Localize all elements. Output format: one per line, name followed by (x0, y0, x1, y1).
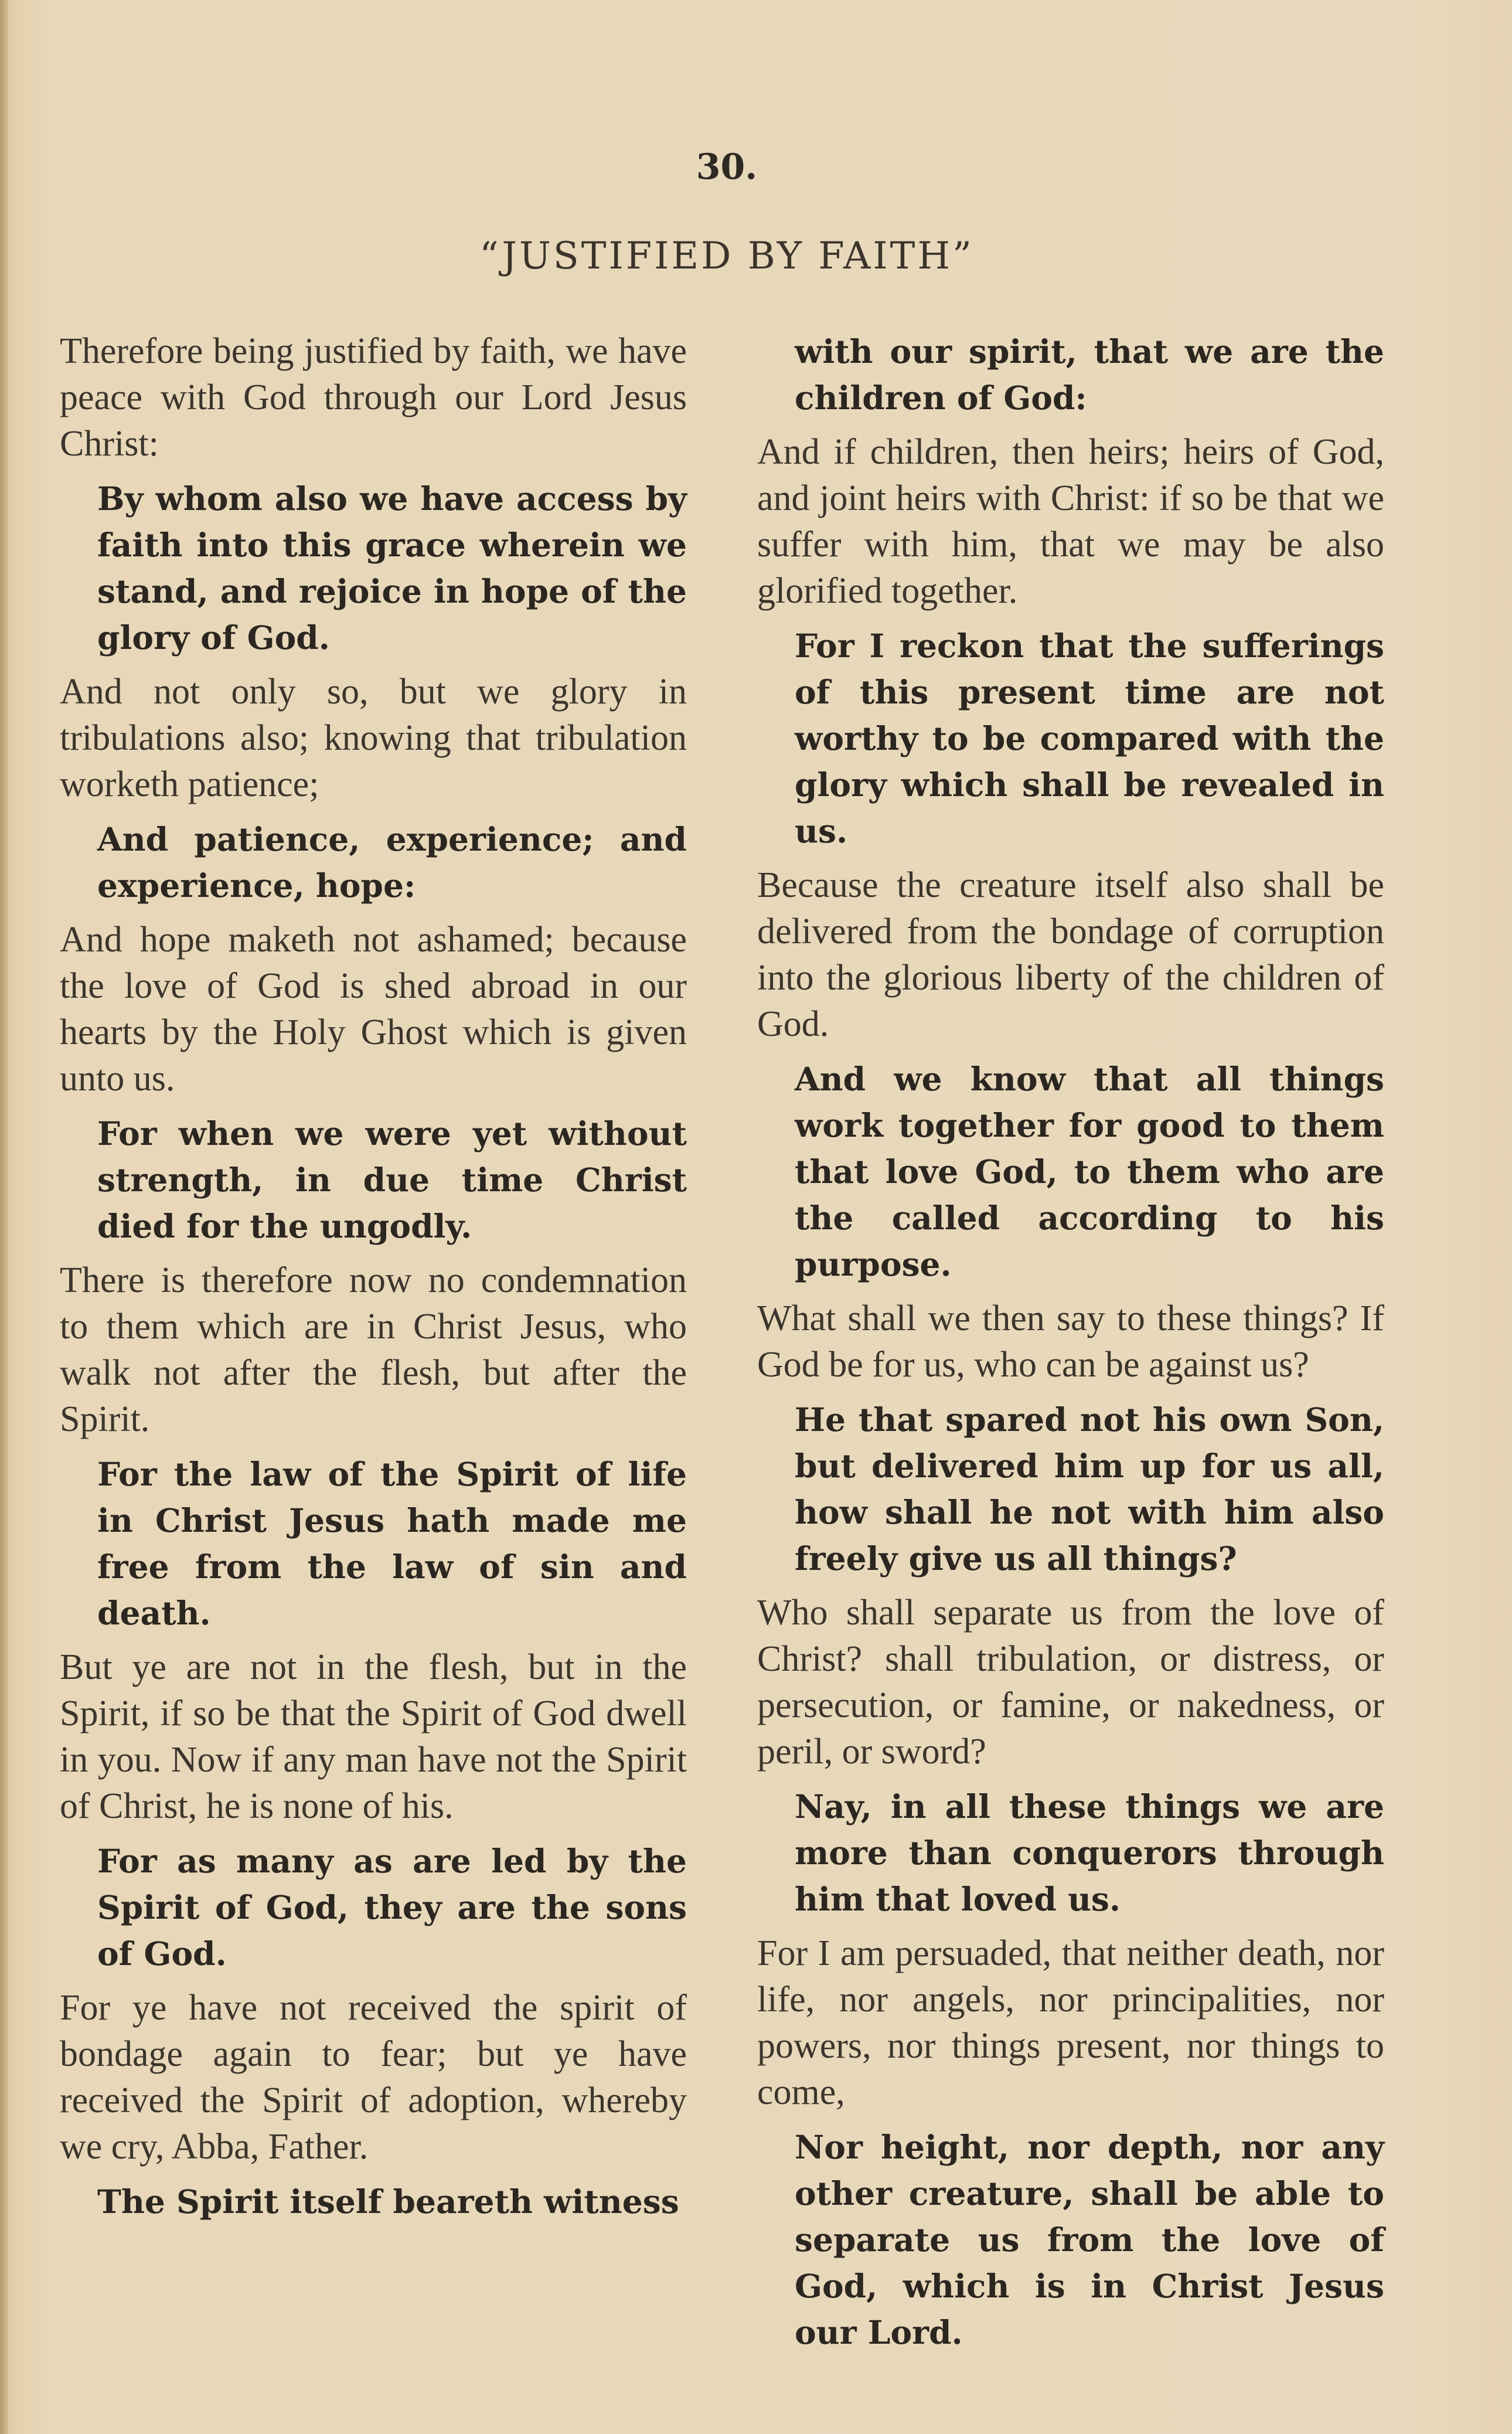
verse-paragraph: Who shall separate us from the love of Christ? shall tribulation, or distress, or persecution, or famine, or nakedness, or peril, or sword? (757, 1593, 1384, 1772)
verse-paragraph: For I am persuaded, that neither death, nor life, nor angels, nor principalities, nor powers, nor things present, nor things to come, (757, 1933, 1384, 2112)
verse-paragraph: Because the creature itself also shall be delivered from the bondage of corruption into the glorious liberty of the children of God. (757, 865, 1384, 1044)
verse-paragraph-bold: Nor height, nor depth, nor any other creature, shall be able to separate us from the love of God, which is in Christ Jesus our Lord. (795, 2128, 1384, 2351)
page-title: “JUSTIFIED BY FAITH” (479, 234, 974, 278)
verse-paragraph-bold: For the law of the Spirit of life in Christ Jesus hath made me free from the law of sin and death. (97, 1455, 687, 1632)
right-column (757, 328, 1384, 2364)
verse-paragraph: And if children, then heirs; heirs of God, and joint heirs with Christ: if so be that we suffer with him, that we may be also glorified together. (757, 432, 1384, 611)
verse-paragraph-bold: Nay, in all these things we are more than conquerors through him that loved us. (795, 1787, 1384, 1918)
verse-paragraph: But ye are not in the flesh, but in the Spirit, if so be that the Spirit of God dwell in you. Now if any man have not the Spirit of Christ, he is none of his. (60, 1647, 687, 1826)
verse-paragraph-bold: He that spared not his own Son, but delivered him up for us all, how shall he not with him also freely give us all things? (795, 1400, 1384, 1578)
verse-paragraph-bold: And patience, experience; and experience, hope: (97, 820, 687, 905)
verse-paragraph-bold: For as many as are led by the Spirit of God, they are the sons of God. (97, 1842, 687, 1973)
verse-paragraph-bold: For when we were yet without strength, in due time Christ died for the ungodly. (97, 1114, 687, 1245)
page-number: 30. (696, 147, 758, 188)
verse-paragraph-bold: By whom also we have access by faith into this grace wherein we stand, and rejoice in hope of the glory of God. (97, 480, 687, 657)
verse-paragraph-bold: with our spirit, that we are the children of God: (795, 332, 1384, 417)
page-binding-edge (0, 0, 8, 2434)
verse-paragraph-bold: The Spirit itself beareth witness (97, 2183, 679, 2221)
verse-paragraph: For ye have not received the spirit of bondage again to fear; but ye have received the Spirit of adoption, whereby we cry, Abba, Father. (60, 1988, 687, 2167)
verse-paragraph: And hope maketh not ashamed; because the love of God is shed abroad in our hearts by the Holy Ghost which is given unto us. (60, 920, 687, 1099)
verse-paragraph-bold: For I reckon that the sufferings of this present time are not worthy to be compared with the glory which shall be revealed in us. (795, 627, 1384, 850)
verse-paragraph: There is therefore now no condemnation to them which are in Christ Jesus, who walk not after the flesh, but after the Spirit. (60, 1260, 687, 1439)
verse-paragraph: Therefore being justified by faith, we have peace with God through our Lord Jesus Christ: (60, 331, 687, 464)
verse-paragraph: What shall we then say to these things? If God be for us, who can be against us? (757, 1298, 1384, 1385)
verse-paragraph-bold: And we know that all things work together for good to them that love God, to them who are the called according to his purpose. (795, 1060, 1384, 1283)
verse-paragraph: And not only so, but we glory in tribulations also; knowing that tribulation worketh patience; (60, 672, 687, 804)
left-column (60, 328, 687, 2233)
